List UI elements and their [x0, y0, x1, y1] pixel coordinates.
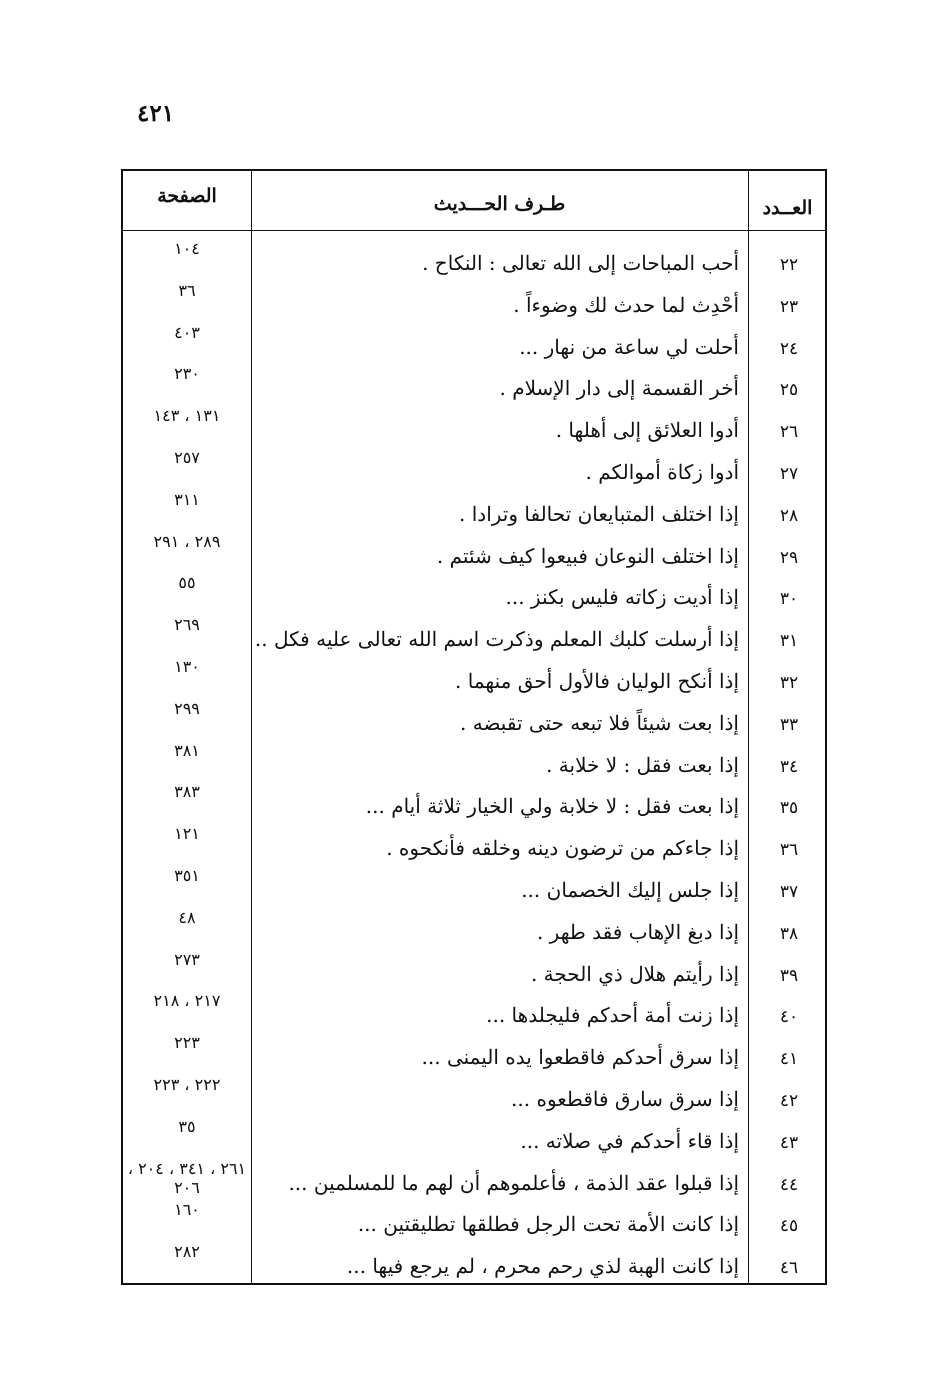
hadith-number: ٢٨: [779, 505, 799, 526]
hadith-text: أخر القسمة إلى دار الإسلام .: [499, 376, 739, 401]
hadith-text: إذا بعت شيئاً فلا تبعه حتى تقبضه .: [460, 710, 739, 735]
hadith-index-table: [121, 169, 827, 1285]
hadith-text: إذا أديت زكاته فليس بكنز ...: [505, 585, 739, 610]
table-row: [123, 280, 825, 327]
table-row: [123, 364, 825, 410]
hadith-text: إذا دبغ الإهاب فقد طهر .: [536, 919, 739, 944]
page-references: ٢٦٩: [174, 615, 200, 635]
table-row: [123, 824, 825, 870]
hadith-number: ٣٣: [779, 714, 799, 735]
table-row: [123, 740, 825, 787]
hadith-text: إذا جلس إليك الخصمان ...: [521, 878, 739, 902]
hadith-text: إذا أنكح الوليان فالأول أحق منهما .: [455, 669, 739, 693]
hadith-text: إذا سرق سارق فاقطعوه ...: [511, 1087, 739, 1111]
hadith-number: ٣٦: [779, 840, 799, 861]
hadith-number: ٢٣: [779, 296, 799, 317]
table-row: [123, 991, 825, 1037]
page-references: ٢٢٣: [174, 1033, 200, 1053]
hadith-text: إذا بعت فقل : لا خلابة .: [546, 752, 739, 777]
page-references: ٣٨٣: [174, 782, 200, 802]
hadith-number: ٤١: [779, 1049, 799, 1070]
hadith-text: أحْدِث لما حدث لك وضوءاً .: [513, 292, 739, 317]
table-row: [123, 657, 825, 703]
table-row: [123, 1033, 825, 1079]
hadith-text: إذا زنت أمة أحدكم فليجلدها ...: [486, 1003, 739, 1028]
hadith-text: إذا قبلوا عقد الذمة ، فأعلموهم أن لهم ما للمسلمين ...: [288, 1170, 739, 1195]
table-row: [123, 782, 825, 828]
hadith-text: إذا سرق أحدكم فاقطعوا يده اليمنى ...: [421, 1045, 739, 1070]
table-row: [123, 322, 825, 369]
hadith-number: ٤٣: [779, 1132, 799, 1153]
hadith-text: إذا اختلف النوعان فبيعوا كيف شئتم .: [436, 543, 739, 568]
page-references: ١٢١: [174, 824, 200, 844]
hadith-number: ٣٢: [779, 673, 799, 693]
page-references: ٢٦١ ، ٣٤١ ، ٢٠٤ ، ٢٠٦: [127, 1158, 247, 1197]
header-number: العــدد: [762, 197, 813, 219]
hadith-text: إذا اختلف المتبايعان تحالفا وترادا .: [459, 501, 739, 526]
table-row: [123, 573, 825, 619]
page-number: ٤٢١: [137, 100, 175, 127]
hadith-number: ٤٤: [779, 1174, 799, 1195]
page-references: ٢٨٩ ، ٢٩١: [153, 531, 221, 551]
hadith-text: إذا بعت فقل : لا خلابة ولي الخيار ثلاثة أيام ...: [365, 794, 739, 819]
hadith-text: إذا رأيتم هلال ذي الحجة .: [530, 961, 739, 986]
page-references: ٣٥١: [174, 866, 200, 885]
hadith-number: ٢٤: [779, 338, 799, 359]
table-row: [123, 448, 825, 494]
page-references: ٤٨: [178, 907, 196, 927]
table-row: [123, 698, 825, 745]
hadith-number: ٢٥: [779, 380, 799, 401]
table-row: [123, 489, 825, 536]
page-references: ٢٨٢: [174, 1242, 200, 1262]
table-row: [123, 866, 825, 912]
page-references: ١٦٠: [174, 1200, 200, 1220]
hadith-number: ٢٩: [779, 547, 799, 568]
hadith-text: إذا أرسلت كلبك المعلم وذكرت اسم الله تعالى عليه فكل ..: [254, 627, 739, 652]
table-row: [123, 531, 825, 578]
page-references: ١٠٤: [174, 239, 200, 258]
page-references: ٣٦: [178, 280, 196, 300]
hadith-number: ٣٨: [779, 923, 799, 944]
table-row: [123, 1158, 825, 1205]
page-references: ٤٠٣: [174, 322, 200, 342]
hadith-number: ٢٧: [779, 464, 799, 484]
table-row: [123, 1116, 825, 1163]
hadith-text: إذا كانت الأمة تحت الرجل فطلقها تطليقتين ...: [357, 1212, 739, 1237]
table-row: [123, 1200, 825, 1246]
hadith-number: ٣١: [779, 631, 799, 652]
hadith-text: إذا قاء أحدكم في صلاته ...: [520, 1128, 739, 1153]
page-references: ٣٨١: [174, 740, 200, 760]
header-hadith: طـرف الحـــديث: [433, 193, 566, 215]
table-row: [123, 1075, 825, 1121]
hadith-text: أحلت لي ساعة من نهار ...: [519, 334, 739, 359]
hadith-number: ٤٢: [779, 1091, 799, 1111]
hadith-number: ٣٠: [779, 589, 799, 610]
table-row: [123, 1242, 825, 1288]
header-divider: [123, 230, 825, 231]
header-pages: الصفحة: [157, 185, 217, 207]
hadith-text: أدوا زكاة أموالكم .: [585, 460, 739, 484]
page-references: ٢٧٣: [174, 949, 200, 969]
page-references: ٢٥٧: [174, 448, 200, 467]
hadith-number: ٣٩: [779, 965, 799, 986]
hadith-number: ٣٤: [779, 756, 799, 777]
table-row: [123, 907, 825, 954]
page-references: ٥٥: [178, 573, 196, 593]
hadith-text: إذا جاءكم من ترضون دينه وخلقه فأنكحوه .: [386, 836, 739, 861]
page-references: ١٣٠: [174, 657, 200, 676]
table-row: [123, 239, 825, 285]
page-references: ٣١١: [174, 489, 200, 509]
table-row: [123, 615, 825, 661]
hadith-number: ٣٥: [779, 798, 799, 819]
hadith-number: ٢٦: [779, 422, 799, 443]
hadith-text: أدوا العلائق إلى أهلها .: [555, 418, 739, 443]
page-references: ٢٢٢ ، ٢٢٣: [153, 1075, 221, 1094]
hadith-number: ٤٠: [779, 1007, 799, 1028]
hadith-number: ٤٥: [779, 1216, 799, 1237]
page-references: ١٣١ ، ١٤٣: [153, 406, 221, 426]
table-row: [123, 949, 825, 996]
hadith-number: ٣٧: [779, 882, 799, 902]
hadith-number: ٤٦: [779, 1258, 799, 1279]
page-references: ٢٩٩: [174, 698, 200, 718]
page-references: ٢٣٠: [174, 364, 200, 384]
hadith-text: أحب المباحات إلى الله تعالى : النكاح .: [422, 251, 739, 275]
page-references: ٣٥: [178, 1116, 196, 1136]
hadith-number: ٢٢: [779, 255, 799, 275]
page-references: ٢١٧ ، ٢١٨: [153, 991, 221, 1011]
table-row: [123, 406, 825, 452]
hadith-text: إذا كانت الهبة لذي رحم محرم ، لم يرجع فيها ...: [346, 1254, 739, 1279]
